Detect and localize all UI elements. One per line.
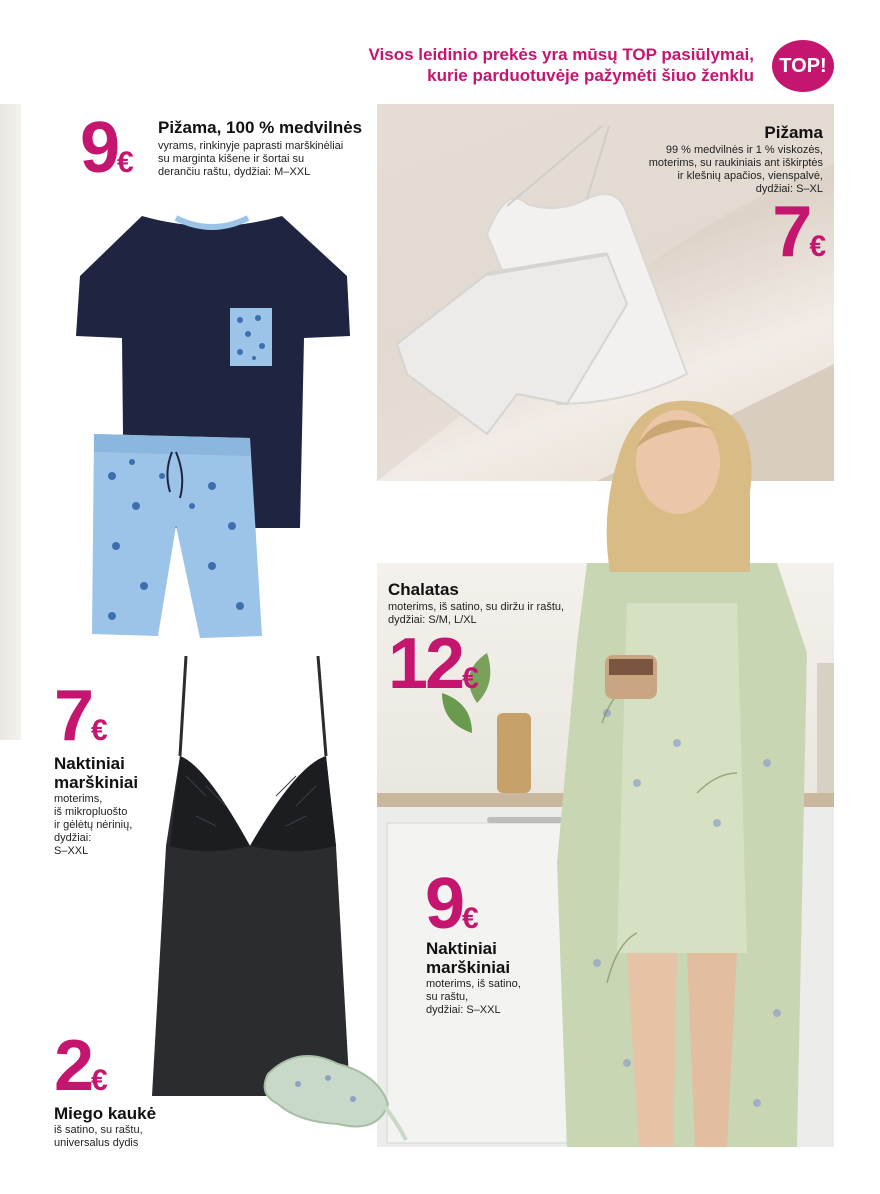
satin-nightdress-title: Naktiniai marškiniai — [426, 939, 511, 977]
promo-banner-text — [334, 44, 754, 86]
mens-pajama-price: 9€ — [80, 108, 134, 188]
sleep-mask-image — [258, 1044, 408, 1144]
lace-nightdress-image — [146, 656, 356, 1096]
sleep-mask-title: Miego kaukė — [54, 1104, 157, 1123]
promo-line-1: Visos leidinio prekės yra mūsų TOP pasiūlymai, — [368, 45, 754, 64]
robe-desc: moterims, iš satino, su diržu ir raštu, dydžiai: S/M, L/XL — [388, 601, 565, 626]
sleep-mask-price: 2€ — [54, 1026, 108, 1106]
top-badge — [772, 40, 834, 92]
robe-title: Chalatas — [388, 580, 459, 599]
satin-nightdress-desc: moterims, iš satino, su raštu, dydžiai: S–XXL — [426, 978, 521, 1016]
lace-nightdress-title: Naktiniai marškiniai — [54, 754, 139, 792]
mens-pajama-info — [158, 118, 378, 179]
mens-pajama-title: Pižama, 100 % medvilnės — [158, 118, 363, 137]
sleep-mask-info — [54, 1104, 214, 1150]
lace-nightdress-price: 7€ — [54, 676, 108, 756]
womens-pajama-price: 7€ — [772, 192, 826, 272]
robe-price: 12€ — [388, 624, 479, 704]
woman-head-image — [600, 392, 780, 572]
satin-nightdress-info — [426, 939, 566, 1017]
womens-pajama-title: Pižama — [764, 123, 823, 142]
mens-pajama-image — [72, 206, 357, 646]
satin-nightdress-price: 9€ — [425, 864, 479, 944]
top-badge-label: TOP! — [779, 54, 827, 77]
womens-pajama-info — [563, 123, 823, 196]
robe-info — [388, 580, 598, 627]
promo-line-2: kurie parduotuvėje pažymėti šiuo ženklu — [427, 66, 754, 85]
sleep-mask-desc: iš satino, su raštu, universalus dydis — [54, 1124, 143, 1149]
womens-pajama-desc: 99 % medvilnės ir 1 % viskozės, moterims, su raukiniais ant iškirptės ir klešnių apačios, vienspalvė, dydžiai: S–XL — [648, 144, 823, 195]
mens-pajama-desc: vyrams, rinkinyje paprasti marškinėliai su marginta kišene ir šortai su derančiu raštu, dydžiai: M–XXL — [158, 140, 344, 178]
left-edge-photo — [0, 104, 21, 740]
lace-nightdress-desc: moterims, iš mikropluošto ir gėlėtų nėrinių, dydžiai: S–XXL — [54, 793, 133, 857]
